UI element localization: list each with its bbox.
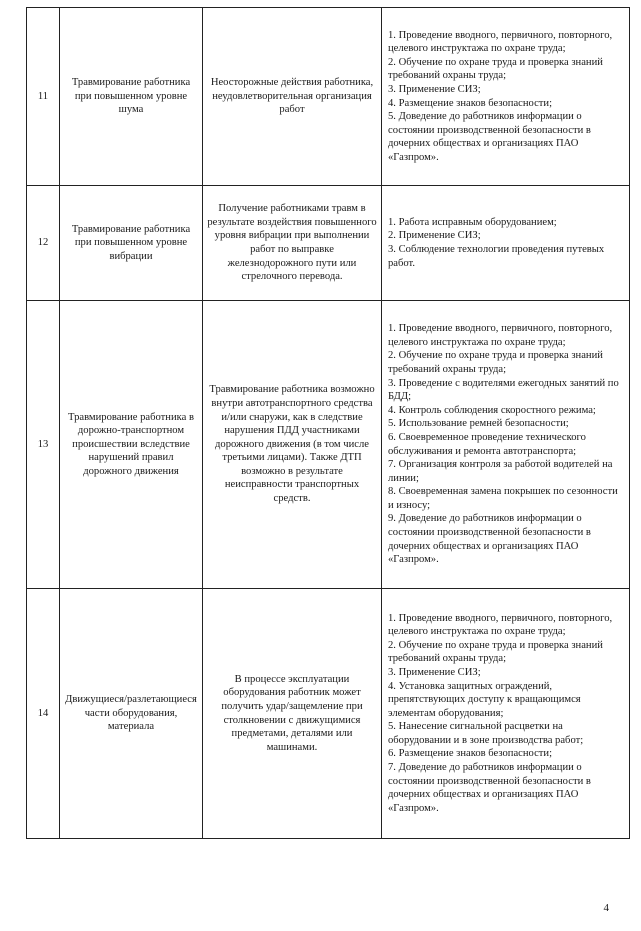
hazard-description: Движущиеся/разлетающиеся части оборудования, материала: [60, 589, 203, 839]
measure-item: 9. Доведение до работников информации о состоянии производственной безопасности в дочерних обществах и организациях ПАО «Газпром».: [388, 513, 591, 566]
table-row: [27, 8, 630, 186]
row-number: 12: [27, 186, 60, 301]
measure-item: 4. Размещение знаков безопасности;: [388, 97, 553, 109]
measure-item: 3. Соблюдение технологии проведения путевых работ.: [388, 244, 605, 269]
hazard-cause: В процессе эксплуатации оборудования работник может получить удар/защемление при столкновении с движущимися предметами, деталями или машинами.: [203, 589, 382, 839]
control-measures: [382, 589, 630, 839]
measure-item: 3. Проведение с водителями ежегодных занятий по БДД;: [388, 377, 619, 403]
measure-item: 3. Применение СИЗ;: [388, 666, 481, 678]
measure-item: 6. Своевременное проведение технического обслуживания и ремонта автотранспорта;: [388, 431, 586, 457]
control-measures: [382, 186, 630, 301]
measure-item: 3. Применение СИЗ;: [388, 83, 481, 95]
measure-item: 5. Нанесение сигнальной расцветки на оборудовании и в зоне производства работ;: [388, 721, 584, 746]
hazard-description: Травмирование работника при повышенном уровне шума: [60, 8, 203, 186]
measure-item: 5. Использование ремней безопасности;: [388, 418, 569, 430]
hazard-cause: Неосторожные действия работника, неудовлетворительная организация работ: [203, 8, 382, 186]
measure-item: 7. Организация контроля за работой водителей на линии;: [388, 459, 613, 484]
measure-item: 1. Проведение вводного, первичного, повторного, целевого инструктажа по охране труда;: [388, 612, 613, 638]
measure-item: 5. Доведение до работников информации о состоянии производственной безопасности в дочерних обществах и организациях ПАО «Газпром».: [388, 111, 591, 163]
row-number: 11: [27, 8, 60, 186]
measure-item: 4. Установка защитных ограждений, препятствующих доступу к вращающимся элементам оборудования;: [388, 680, 581, 719]
measure-item: 2. Применение СИЗ;: [388, 230, 481, 242]
measure-item: 2. Обучение по охране труда и проверка знаний требований охраны труда;: [388, 56, 603, 82]
measure-item: 7. Доведение до работников информации о состоянии производственной безопасности в дочерних обществах и организациях ПАО «Газпром».: [388, 762, 591, 814]
hazard-cause: Получение работниками травм в результате воздействия повышенного уровня вибрации при выполнении работ по выправке железнодорожного пути или стрелочного перевода.: [203, 186, 382, 301]
hazard-description: Травмирование работника при повышенном уровне вибрации: [60, 186, 203, 301]
hazard-description: Травмирование работника в дорожно-транспортном происшествии вследствие нарушений правил дорожного движения: [60, 301, 203, 589]
measure-item: 1. Проведение вводного, первичного, повторного, целевого инструктажа по охране труда;: [388, 29, 613, 55]
row-number: 13: [27, 301, 60, 589]
table-row: [27, 589, 630, 839]
measure-item: 1. Проведение вводного, первичного, повторного, целевого инструктажа по охране труда;: [388, 323, 613, 348]
table-row: [27, 186, 630, 301]
control-measures: [382, 301, 630, 589]
measure-item: 4. Контроль соблюдения скоростного режима;: [388, 404, 596, 416]
measure-item: 2. Обучение по охране труда и проверка знаний требований охраны труда;: [388, 639, 603, 665]
row-number: 14: [27, 589, 60, 839]
measure-item: 2. Обучение по охране труда и проверка знаний требований охраны труда;: [388, 350, 603, 375]
control-measures: [382, 8, 630, 186]
hazard-table: [26, 7, 630, 839]
table-row: [27, 301, 630, 589]
page-number: 4: [603, 902, 609, 914]
measure-item: 1. Работа исправным оборудованием;: [388, 216, 557, 228]
measure-item: 8. Своевременная замена покрышек по сезонности и износу;: [388, 486, 618, 511]
hazard-cause: Травмирование работника возможно внутри автотранспортного средства и/или снаружи, как в следствие нарушения ПДД участниками дорожного движения (в том числе третьими лицами). Также ДТП возможно в результате неисправности транспортных средств.: [203, 301, 382, 589]
measure-item: 6. Размещение знаков безопасности;: [388, 748, 553, 760]
